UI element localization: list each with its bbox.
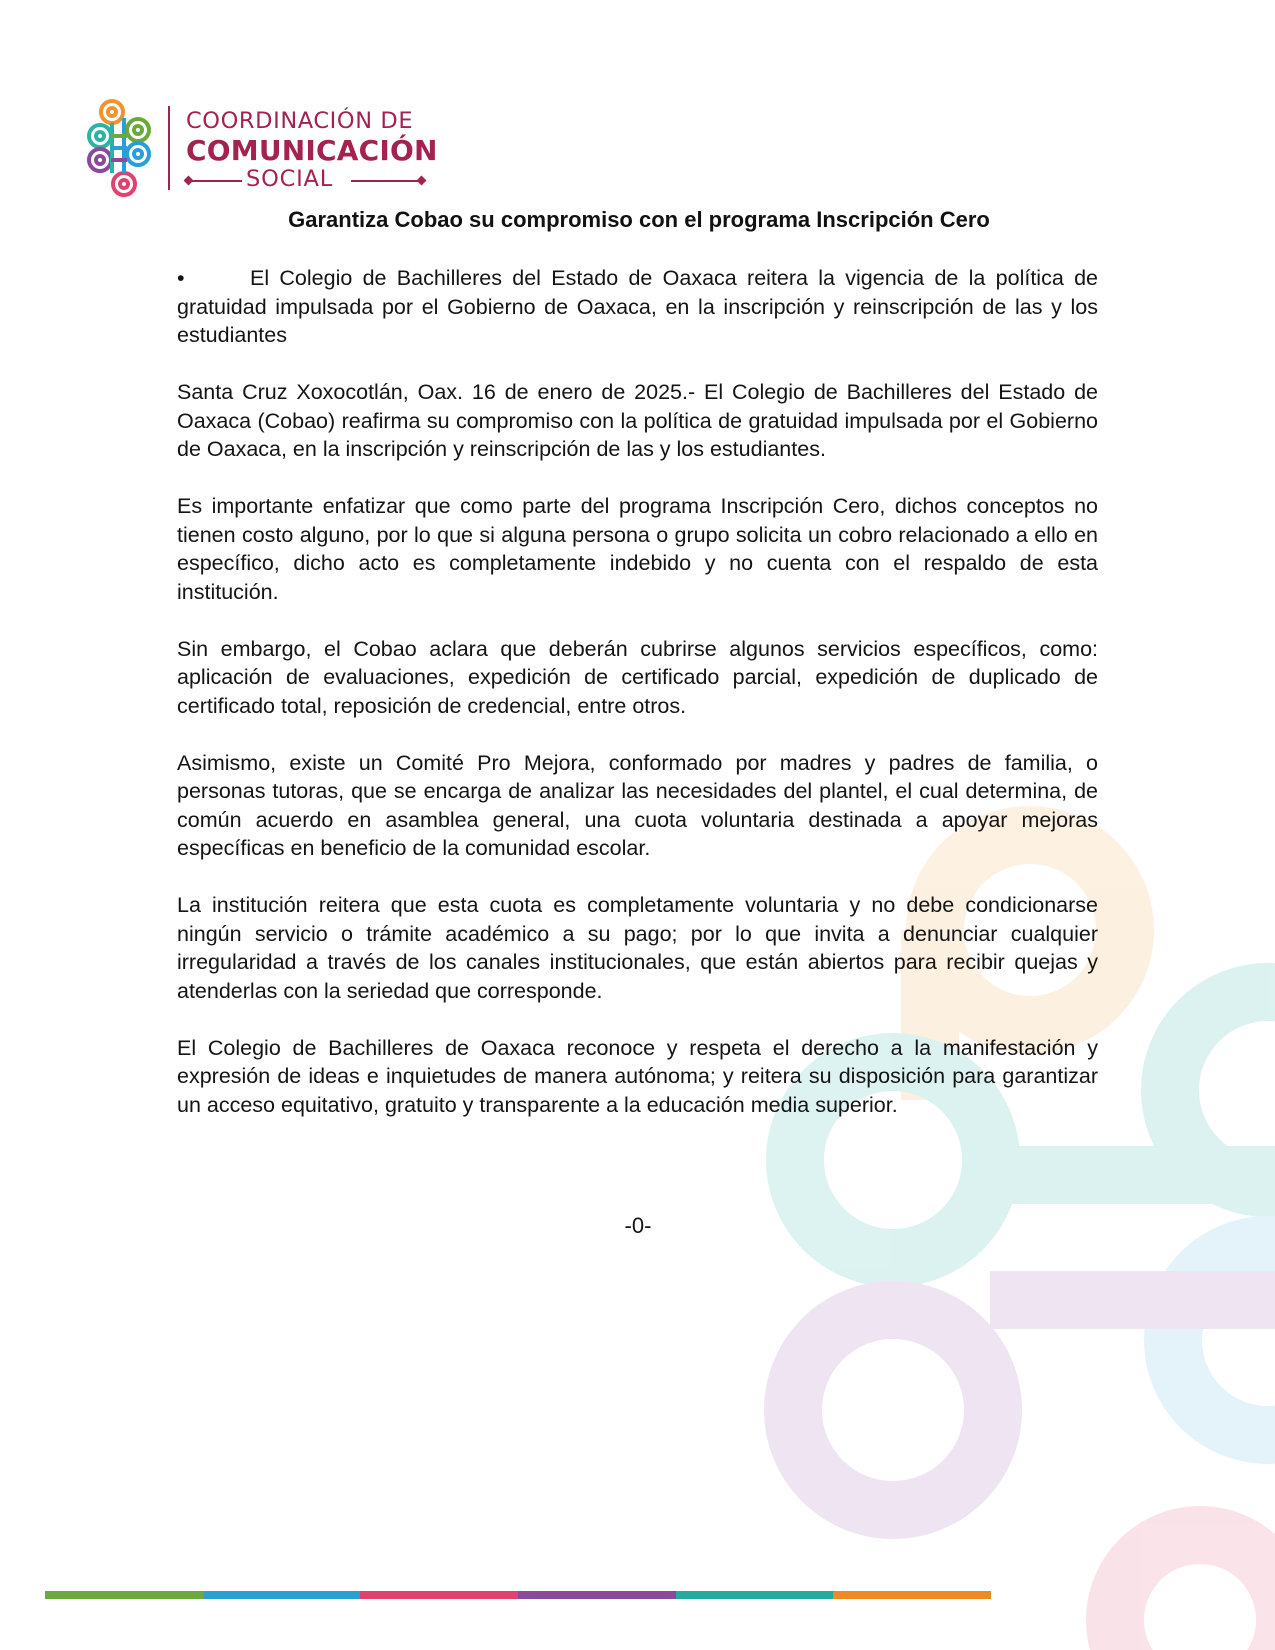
logo-text-social: SOCIAL <box>246 166 334 192</box>
footer-bar-segment <box>360 1591 518 1599</box>
summary-bullet <box>177 264 1098 350</box>
end-mark: -0- <box>624 1213 652 1238</box>
logo-rule-left <box>188 180 242 182</box>
bullet-text: El Colegio de Bachilleres del Estado de Oaxaca reitera la vigencia de la política de gratuidad impulsada por el Gobierno de Oaxaca, en la inscripción y reinscripción de las y los estudiantes <box>177 266 1098 347</box>
paragraph-2: Es importante enfatizar que como parte del programa Inscripción Cero, dichos conceptos no tienen costo alguno, por lo que si alguna persona o grupo solicita un cobro relacionado a ello en específico, dicho acto es completamente indebido y no cuenta con el respaldo de esta institución. <box>177 494 1098 604</box>
bullet-symbol: • <box>177 266 185 290</box>
footer-color-bar <box>45 1591 991 1599</box>
logo-divider <box>168 106 170 190</box>
paragraph-3: Sin embargo, el Cobao aclara que deberán cubrirse algunos servicios específicos, como: aplicación de evaluaciones, expedición de certificado parcial, expedición de duplicado de certificado total, reposición de credencial, entre otros. <box>177 636 1098 718</box>
footer-bar-segment <box>203 1591 361 1599</box>
logo-diamond-left <box>184 176 194 186</box>
logo-text-coordinacion: COORDINACIÓN DE <box>186 108 414 134</box>
header-logo <box>86 98 446 198</box>
logo-rule-right <box>351 180 421 182</box>
logo-text-comunicacion: COMUNICACIÓN <box>186 134 438 167</box>
footer-bar-segment <box>833 1591 991 1599</box>
footer-bar-segment <box>45 1591 203 1599</box>
footer-bar-segment <box>676 1591 834 1599</box>
document-title: Garantiza Cobao su compromiso con el programa Inscripción Cero <box>288 207 990 232</box>
paragraph-4: Asimismo, existe un Comité Pro Mejora, conformado por madres y padres de familia, o personas tutoras, que se encarga de analizar las necesidades del plantel, el cual determina, de común acuerdo en asamblea general, una cuota voluntaria destinada a apoyar mejoras específicas en beneficio de la comunidad escolar. <box>177 750 1098 860</box>
logo-diamond-right <box>417 176 427 186</box>
document-body <box>177 264 1098 1148</box>
footer-bar-segment <box>518 1591 676 1599</box>
interlaced-knot-logo-icon <box>86 98 158 198</box>
paragraph-6: El Colegio de Bachilleres de Oaxaca reconoce y respeta el derecho a la manifestación y expresión de ideas e inquietudes de manera autónoma; y reitera su disposición para garantizar un acceso equitativo, gratuito y transparente a la educación media superior. <box>177 1035 1098 1117</box>
paragraph-5: La institución reitera que esta cuota es completamente voluntaria y no debe condicionarse ningún servicio o trámite académico a su pago; por lo que invita a denunciar cualquier irregularidad a través de los canales institucionales, que están abiertos para recibir quejas y atenderlas con la seriedad que corresponde. <box>177 893 1098 1003</box>
paragraph-1: Santa Cruz Xoxocotlán, Oax. 16 de enero de 2025.- El Colegio de Bachilleres del Estado de Oaxaca (Cobao) reafirma su compromiso con la política de gratuidad impulsada por el Gobierno de Oaxaca, en la inscripción y reinscripción de las y los estudiantes. <box>177 380 1098 461</box>
